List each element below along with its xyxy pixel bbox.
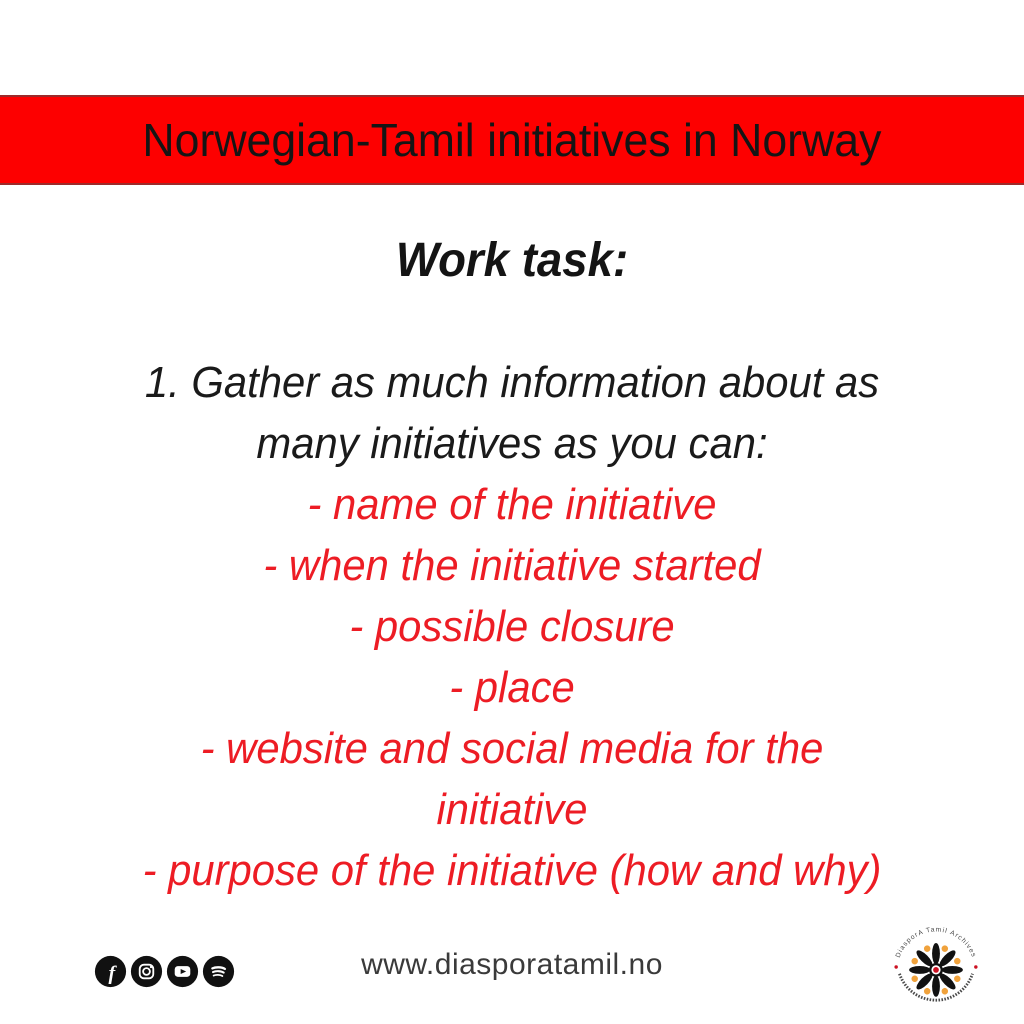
diaspora-tamil-archives-logo [888,920,984,1016]
list-item: initiative [436,785,588,834]
blank-line [26,291,999,352]
logo-separator-dot [974,965,977,968]
list-item: - possible closure [349,602,675,651]
list-item: - name of the initiative [307,480,717,529]
instruction-line: many initiatives as you can: [256,419,768,468]
list-item: - place [449,663,575,712]
title-banner [0,95,1024,185]
work-task-textblock [26,230,999,901]
logo-mandala [909,943,963,997]
svg-text:f: f [108,962,116,985]
instruction-line: 1. Gather as much information about as [144,358,880,407]
list-item: - website and social media for the [200,724,824,773]
logo-arc-text: DiasporA Tamil Archives [894,926,978,959]
list-item: - when the initiative started [263,541,761,590]
website-url[interactable]: www.diasporatamil.no [361,948,663,981]
logo-separator-dot [894,965,897,968]
page-title: Norwegian-Tamil initiatives in Norway [142,114,882,166]
list-item: - purpose of the initiative (how and why) [142,846,882,895]
work-task-heading: Work task: [395,234,629,287]
